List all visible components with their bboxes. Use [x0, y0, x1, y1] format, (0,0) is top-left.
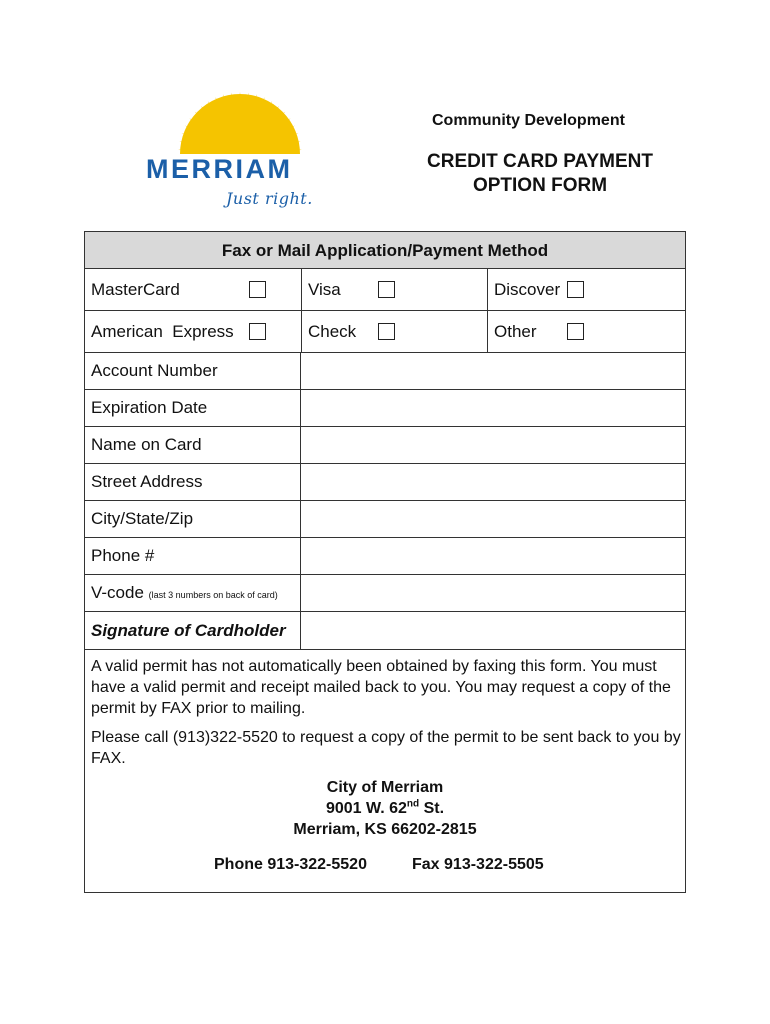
option-label: MasterCard	[91, 280, 180, 299]
vcode-row	[85, 575, 685, 612]
department-label: Community Development	[432, 112, 625, 129]
section-title: Fax or Mail Application/Payment Method	[85, 232, 685, 269]
option-other	[487, 311, 685, 352]
notice-paragraph-2: Please call (913)322-5520 to request a copy of the permit to be sent back to you by FAX.	[91, 729, 681, 767]
address-city: Merriam, KS 66202-2815	[293, 821, 477, 838]
vcode-label-cell	[85, 575, 301, 611]
fax-number: Fax 913-322-5505	[412, 856, 544, 873]
account-number-field[interactable]	[301, 353, 685, 389]
address-street	[85, 798, 685, 819]
option-mastercard	[85, 269, 301, 310]
vcode-note: (last 3 numbers on back of card)	[148, 590, 278, 600]
signature-row	[85, 612, 685, 650]
option-label: American Express	[91, 322, 234, 341]
account-number-label: Account Number	[85, 353, 301, 389]
street-sup: nd	[406, 798, 420, 810]
option-label: Visa	[308, 280, 341, 299]
payment-form	[84, 231, 686, 893]
street-address-label: Street Address	[85, 464, 301, 500]
option-label: Other	[494, 322, 537, 341]
street-address-row	[85, 464, 685, 501]
phone-row	[85, 538, 685, 575]
notice-paragraph-1: A valid permit has not automatically been obtained by faxing this form. You must have a valid permit and receipt mailed back to you. You may request a copy of the permit by FAX prior to mailing.	[91, 658, 671, 717]
option-visa	[301, 269, 487, 310]
option-discover	[487, 269, 685, 310]
title-line-1: CREDIT CARD PAYMENT	[427, 151, 653, 172]
name-on-card-label: Name on Card	[85, 427, 301, 463]
merriam-logo	[140, 92, 340, 217]
payment-row-1	[85, 269, 685, 311]
check-checkbox[interactable]	[378, 323, 395, 340]
option-label: Discover	[494, 280, 561, 299]
account-number-row	[85, 353, 685, 390]
vcode-field[interactable]	[301, 575, 685, 611]
phone-label: Phone #	[85, 538, 301, 574]
expiration-date-label: Expiration Date	[85, 390, 301, 426]
logo-wordmark: MERRIAM	[146, 154, 293, 184]
expiration-date-field[interactable]	[301, 390, 685, 426]
city-state-zip-label: City/State/Zip	[85, 501, 301, 537]
street-address-field[interactable]	[301, 464, 685, 500]
logo-tagline: Just right.	[226, 189, 313, 208]
name-on-card-field[interactable]	[301, 427, 685, 463]
option-check	[301, 311, 487, 352]
city-state-zip-row	[85, 501, 685, 538]
page-title	[400, 150, 680, 198]
signature-label: Signature of Cardholder	[85, 612, 301, 649]
visa-checkbox[interactable]	[378, 281, 395, 298]
option-label: Check	[308, 322, 357, 341]
name-on-card-row	[85, 427, 685, 464]
address-name: City of Merriam	[326, 779, 444, 796]
phone-field[interactable]	[301, 538, 685, 574]
title-line-2: OPTION FORM	[472, 175, 608, 196]
street-prefix: 9001 W. 62	[325, 800, 407, 817]
option-american-express	[85, 311, 301, 352]
other-checkbox[interactable]	[567, 323, 584, 340]
city-state-zip-field[interactable]	[301, 501, 685, 537]
vcode-label: V-code	[91, 583, 144, 602]
mastercard-checkbox[interactable]	[249, 281, 266, 298]
street-suffix: St.	[419, 800, 445, 817]
payment-row-2	[85, 311, 685, 353]
phone-number: Phone 913-322-5520	[214, 856, 367, 873]
expiration-date-row	[85, 390, 685, 427]
american-express-checkbox[interactable]	[249, 323, 266, 340]
signature-field[interactable]	[301, 612, 685, 648]
discover-checkbox[interactable]	[567, 281, 584, 298]
